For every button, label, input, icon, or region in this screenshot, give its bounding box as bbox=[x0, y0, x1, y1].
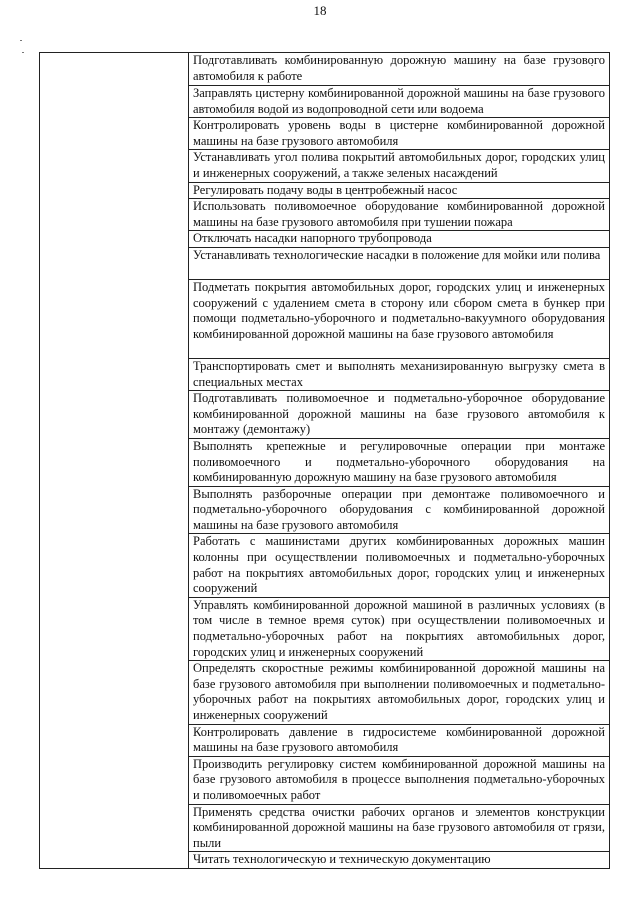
labor-action-cell: Производить регулировку систем комбинированной дорожной машины на базе грузового автомобиля в процессе выполнения подметально-уборочных и поливомоечных работ bbox=[189, 756, 610, 804]
labor-actions-table bbox=[39, 52, 610, 869]
labor-action-cell: Работать с машинистами других комбинированных дорожных машин колонны при осуществлении поливомоечных и подметально-уборочных работ на покрытиях автомобильных дорог, городских улиц и инженерных сооружений bbox=[189, 534, 610, 597]
labor-action-cell: Регулировать подачу воды в центробежный насос bbox=[189, 182, 610, 199]
table-body bbox=[40, 53, 610, 869]
table-row bbox=[40, 53, 610, 86]
labor-action-cell: Контролировать давление в гидросистеме комбинированной дорожной машины на базе грузового автомобиля bbox=[189, 724, 610, 756]
labor-action-cell: Управлять комбинированной дорожной машиной в различных условиях (в том числе в темное время суток) при осуществлении поливомоечных и подметально-уборочных работ на покрытиях автомобильных дорог, городских улиц и инженерных сооружений bbox=[189, 597, 610, 660]
labor-action-cell: Подготавливать комбинированную дорожную машину на базе грузового автомобиля к работе bbox=[189, 53, 610, 86]
labor-action-cell: Выполнять крепежные и регулировочные операции при монтаже поливомоечного и подметально-уборочного оборудования на комбинированную дорожную машину на базе грузового автомобиля bbox=[189, 438, 610, 486]
page-number: 18 bbox=[313, 3, 327, 18]
labor-action-cell: Устанавливать технологические насадки в положение для мойки или полива bbox=[189, 247, 610, 279]
scan-speck bbox=[20, 40, 22, 41]
scan-speck bbox=[22, 52, 24, 53]
labor-action-cell: Заправлять цистерну комбинированной дорожной машины на базе грузового автомобиля водой из водопроводной сети или водоема bbox=[189, 86, 610, 118]
labor-action-cell: Определять скоростные режимы комбинированной дорожной машины на базе грузового автомобиля при выполнении поливомоечных и подметально-уборочных работ на покрытиях автомобильных дорог, городских улиц и инженерных сооружений bbox=[189, 661, 610, 724]
labor-action-cell: Транспортировать смет и выполнять механизированную выгрузку смета в специальных местах bbox=[189, 358, 610, 390]
empty-left-cell bbox=[40, 53, 189, 869]
labor-action-cell: Подготавливать поливомоечное и подметально-уборочное оборудование комбинированной дорожной машины на базе грузового автомобиля к монтажу (демонтажу) bbox=[189, 391, 610, 439]
labor-action-cell: Отключать насадки напорного трубопровода bbox=[189, 231, 610, 248]
labor-action-cell: Подметать покрытия автомобильных дорог, городских улиц и инженерных сооружений с удалением смета в сторону или сбором смета в бункер при помощи подметально-уборочного и подметально-вакуумного оборудования комбинированной дорожной машины на базе грузового автомобиля bbox=[189, 279, 610, 358]
labor-action-cell: Контролировать уровень воды в цистерне комбинированной дорожной машины на базе грузового автомобиля bbox=[189, 118, 610, 150]
labor-action-cell: Применять средства очистки рабочих органов и элементов конструкции комбинированной дорожной машины на базе грузового автомобиля от грязи, пыли bbox=[189, 804, 610, 852]
labor-action-cell: Читать технологическую и техническую документацию bbox=[189, 852, 610, 869]
labor-action-cell: Выполнять разборочные операции при демонтаже поливомоечного и подметально-уборочного оборудования с комбинированной дорожной машины на базе грузового автомобиля bbox=[189, 486, 610, 534]
labor-action-cell: Использовать поливомоечное оборудование комбинированной дорожной машины на базе грузового автомобиля при тушении пожара bbox=[189, 199, 610, 231]
labor-action-cell: Устанавливать угол полива покрытий автомобильных дорог, городских улиц и инженерных сооружений, а также зеленых насаждений bbox=[189, 150, 610, 182]
